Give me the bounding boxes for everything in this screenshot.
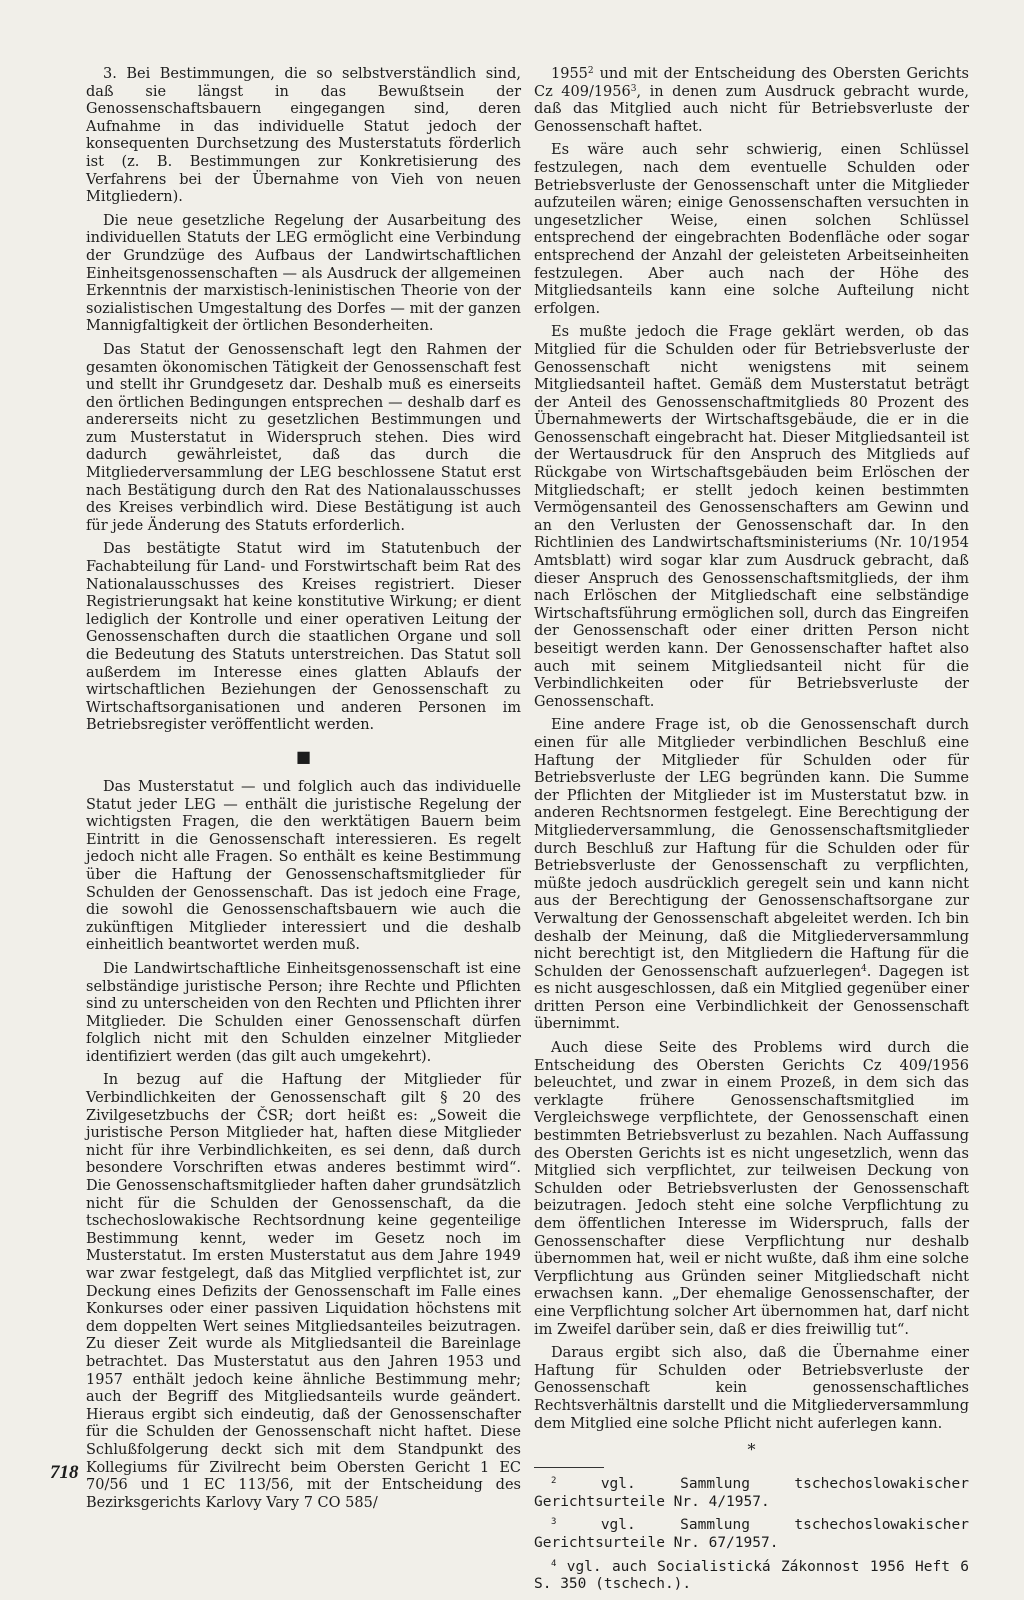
paragraph: Auch diese Seite des Problems wird durch die Entscheidung des Obersten Gerichts Cz 409/1956 beleuchtet, und zwar in einem Prozeß, in dem sich das verklagte frühere Genossenschaftsmitglied im Vergleichswege verpflichtete, der Genossenschaft einen bestimmten Betriebsverlust zu bezahlen. Nach Auffassung des Obersten Gerichts ist es nicht ungesetzlich, wenn das Mitglied sich verpflichtet, zur teilweisen Deckung von Schulden oder Betriebsverlusten der Genossenschaft beizutragen. Jedoch steht eine solche Verpflichtung zu dem öffentlichen Interesse im Widerspruch, falls der Genossenschafter diese Verpflichtung nur deshalb übernommen hat, weil er nicht wußte, daß ihm eine solche Verpflichtung aus Gründen seiner Mitgliedschaft nicht erwachsen kann. „Der ehemalige Genossenschafter, der eine Verpflichtung solcher Art übernommen hat, darf nicht im Zweifel darüber sein, daß er dies freiwillig tut“. [534,1040,969,1338]
footnote-number: 3 [551,1517,557,1528]
footnote-number: 4 [551,1558,557,1569]
page-number: 718 [50,1462,79,1483]
text-fragment: Eine andere Frage ist, ob die Genossenschaft durch einen für alle Mitglieder verbindlichen Beschluß eine Haftung der Mitglieder für Schulden oder für Betriebsverluste der LEG begründen kann. Die Summe der Pflichten der Mitglieder ist im Musterstatut bzw. in anderen Rechtsnormen festgelegt. Eine Berechtigung der Mitgliederversammlung, die Genossenschaftsmitglieder durch Beschluß zur Haftung für die Schulden oder für Betriebsverluste der Genossenschaft zu verpflichten, müßte jedoch ausdrücklich geregelt sein und kann nicht aus der Berechtigung der Genossenschaftsorgane zur Verwaltung der Genossenschaft abgeleitet werden. Ich bin deshalb der Meinung, daß die Mitgliederversammlung nicht berechtigt ist, den Mitgliedern die Haftung für die Schulden der Genossenschaft aufzuerlegen [534,717,969,980]
footnote [534,1559,969,1594]
section-separator: ■ [295,746,312,766]
paragraph: Daraus ergibt sich also, daß die Übernahme einer Haftung für Schulden oder Betriebsverluste der Genossenschaft kein genossenschaftliches Rechtsverhältnis darstellt und die Mitgliederversammlung dem Mitglied eine solche Pflicht nicht auferlegen kann. [534,1345,969,1432]
footnote-text: vgl. auch Socialistická Zákonnost 1956 Heft 6 S. 350 (tschech.). [534,1558,969,1593]
footnote-rule [534,1467,604,1468]
paragraph: Das bestätigte Statut wird im Statutenbuch der Fachabteilung für Land- und Forstwirtschaft beim Rat des Nationalausschusses des Kreises registriert. Dieser Registrierungsakt hat keine konstitutive Wirkung; er dient lediglich der Kontrolle und einer operativen Leitung der Genossenschaften durch die staatlichen Organe und soll die Bedeutung des Statuts unterstreichen. Das Statut soll außerdem im Interesse eines glatten Ablaufs der wirtschaftlichen Beziehungen der Genossenschaft zu Wirtschaftsorganisationen und anderen Personen im Betriebsregister veröffentlicht werden. [86,541,521,734]
paragraph: Es mußte jedoch die Frage geklärt werden, ob das Mitglied für die Schulden oder für Betriebsverluste der Genossenschaft nicht wenigstens mit seinem Mitgliedsanteil haftet. Gemäß dem Musterstatut beträgt der Anteil des Genossenschaftmitglieds 80 Prozent des Übernahmewerts der Wirtschaftsgebäude, die er in die Genossenschaft eingebracht hat. Dieser Mitgliedsanteil ist der Wertausdruck für den Anspruch des Mitglieds auf Rückgabe von Wirtschaftsgebäuden beim Erlöschen der Mitgliedschaft; er stellt jedoch keinen bestimmten Vermögensanteil des Genossenschafters am Gewinn und an den Verlusten der Genossenschaft dar. In den Richtlinien des Landwirtschaftsministeriums (Nr. 10/1954 Amtsblatt) wird sogar klar zum Ausdruck gebracht, daß dieser Anspruch des Genossenschaftsmitglieds, der ihm nach Erlöschen der Mitgliedschaft eine selbständige Wirtschaftsführung ermöglichen soll, durch das Eingreifen der Genossenschaft oder einer dritten Person nicht beseitigt werden kann. Der Genossenschafter haftet also auch mit seinem Mitgliedsanteil nicht für die Verbindlichkeiten oder für Betriebsverluste der Genossenschaft. [534,324,969,710]
right-column [534,66,969,1600]
section-separator: * [747,1440,756,1460]
text-fragment: . Dagegen ist es nicht ausgeschlossen, daß ein Mitglied gegenüber einer dritten Person eine Verbindlichkeit der Genossenschaft übernimmt. [534,963,969,1033]
footnote-text: vgl. Sammlung tschechoslowakischer Gerichtsurteile Nr. 4/1957. [534,1476,969,1510]
paragraph: Es wäre auch sehr schwierig, einen Schlüssel festzulegen, nach dem eventuelle Schulden oder Betriebsverluste der Genossenschaft unter die Mitglieder aufzuteilen wären; einige Genossenschaften versuchten in ungesetzlicher Weise, einen solchen Schlüssel entsprechend der eingebrachten Bodenfläche oder sogar entsprechend der Anzahl der geleisteten Arbeitseinheiten festzulegen. Aber auch nach der Höhe des Mitgliedsanteils kann eine solche Aufteilung nicht erfolgen. [534,142,969,317]
footnote-ref: 3 [630,83,637,94]
text-fragment: 1955 [551,66,588,82]
paragraph-continued [534,66,969,136]
text-fragment: , in denen zum Ausdruck gebracht wurde, daß das Mitglied auch nicht für Betriebsverluste der Genossenschaft haftet. [534,83,969,135]
footnote [534,1476,969,1511]
left-column [86,66,521,1518]
paragraph: Die neue gesetzliche Regelung der Ausarbeitung des individuellen Statuts der LEG ermöglicht eine Verbindung der Grundzüge des Aufbaus der Landwirtschaftlichen Einheitsgenossenschaften — als Ausdruck der allgemeinen Erkenntnis der marxistisch-leninistischen Theorie von der sozialistischen Umgestaltung des Dorfes — mit der ganzen Mannigfaltigkeit der örtlichen Besonderheiten. [86,212,521,335]
footnote-ref: 2 [587,66,594,76]
footnote-ref: 4 [861,963,867,974]
text-fragment: und mit der Entscheidung des Obersten Gerichts Cz 409/1956 [534,66,969,100]
footnote-number: 2 [551,1476,557,1487]
paragraph [534,717,969,1034]
paragraph: In bezug auf die Haftung der Mitglieder für Verbindlichkeiten der Genossenschaft gilt § 20 des Zivilgesetzbuchs der ČSR; dort heißt es: „Soweit die juristische Person Mitglieder hat, haften diese Mitglieder nicht für ihre Verbindlichkeiten, es sei denn, daß durch besondere Vorschriften etwas anderes bestimmt wird“. Die Genossenschaftsmitglieder haften daher grundsätzlich nicht für die Schulden der Genossenschaft, da die tschechoslowakische Rechtsordnung keine gegenteilige Bestimmung kennt, weder im Gesetz noch im Musterstatut. Im ersten Musterstatut aus dem Jahre 1949 war zwar festgelegt, daß das Mitglied verpflichtet ist, zur Deckung eines Defizits der Genossenschaft im Falle eines Konkurses oder einer passiven Liquidation höchstens mit dem doppelten Wert seines Mitgliedsanteiles beizutragen. Zu dieser Zeit wurde als Mitgliedsanteil die Bareinlage betrachtet. Das Musterstatut aus den Jahren 1953 und 1957 enthält jedoch keine ähnliche Bestimmung mehr; auch der Begriff des Mitgliedsanteils wurde geändert. Hieraus ergibt sich eindeutig, daß der Genossenschafter für die Schulden der Genossenschaft nicht haftet. Diese Schlußfolgerung deckt sich mit dem Standpunkt des Kollegiums für Zivilrecht beim Obersten Gericht 1 EC 70/56 und 1 EC 113/56, mit der Entscheidung des Bezirksgerichts Karlovy Vary 7 CO 585/ [86,1072,521,1511]
footnote-text: vgl. Sammlung tschechoslowakischer Gerichtsurteile Nr. 67/1957. [534,1517,969,1551]
footnote [534,1517,969,1552]
paragraph: 3. Bei Bestimmungen, die so selbstverständlich sind, daß sie längst in das Bewußtsein der Genossenschaftsbauern eingegangen sind, deren Aufnahme in das individuelle Statut jedoch der konsequenten Durchsetzung des Musterstatuts förderlich ist (z. B. Bestimmungen zur Konkretisierung des Verfahrens bei der Übernahme von Vieh von neuen Mitgliedern). [86,66,521,206]
paragraph: Das Musterstatut — und folglich auch das individuelle Statut jeder LEG — enthält die juristische Regelung der wichtigsten Fragen, die den werktätigen Bauern beim Eintritt in die Genossenschaft interessieren. Es regelt jedoch nicht alle Fragen. So enthält es keine Bestimmung über die Haftung der Genossenschaftsmitglieder für Schulden der Genossenschaft. Das ist jedoch eine Frage, die sowohl die Genossenschaftsbauern wie auch die zukünftigen Mitglieder interessiert und die deshalb einheitlich beantwortet werden muß. [86,778,521,954]
paragraph: Die Landwirtschaftliche Einheitsgenossenschaft ist eine selbständige juristische Person; ihre Rechte und Pflichten sind zu unterscheiden von den Rechten und Pflichten ihrer Mitglieder. Die Schulden einer Genossenschaft dürfen folglich nicht mit den Schulden einzelner Mitglieder identifiziert werden (das gilt auch umgekehrt). [86,960,521,1065]
paragraph: Das Statut der Genossenschaft legt den Rahmen der gesamten ökonomischen Tätigkeit der Genossenschaft fest und stellt ihr Grundgesetz dar. Deshalb muß es einerseits den örtlichen Bedingungen entsprechen — deshalb darf es andererseits nicht zu gesetzlichen Bestimmungen und zum Musterstatut in Widerspruch stehen. Dies wird dadurch gewährleistet, daß das durch die Mitgliederversammlung der LEG beschlossene Statut erst nach Bestätigung durch den Rat des Nationalausschusses des Kreises verbindlich wird. Diese Bestätigung ist auch für jede Änderung des Statuts erforderlich. [86,341,521,534]
